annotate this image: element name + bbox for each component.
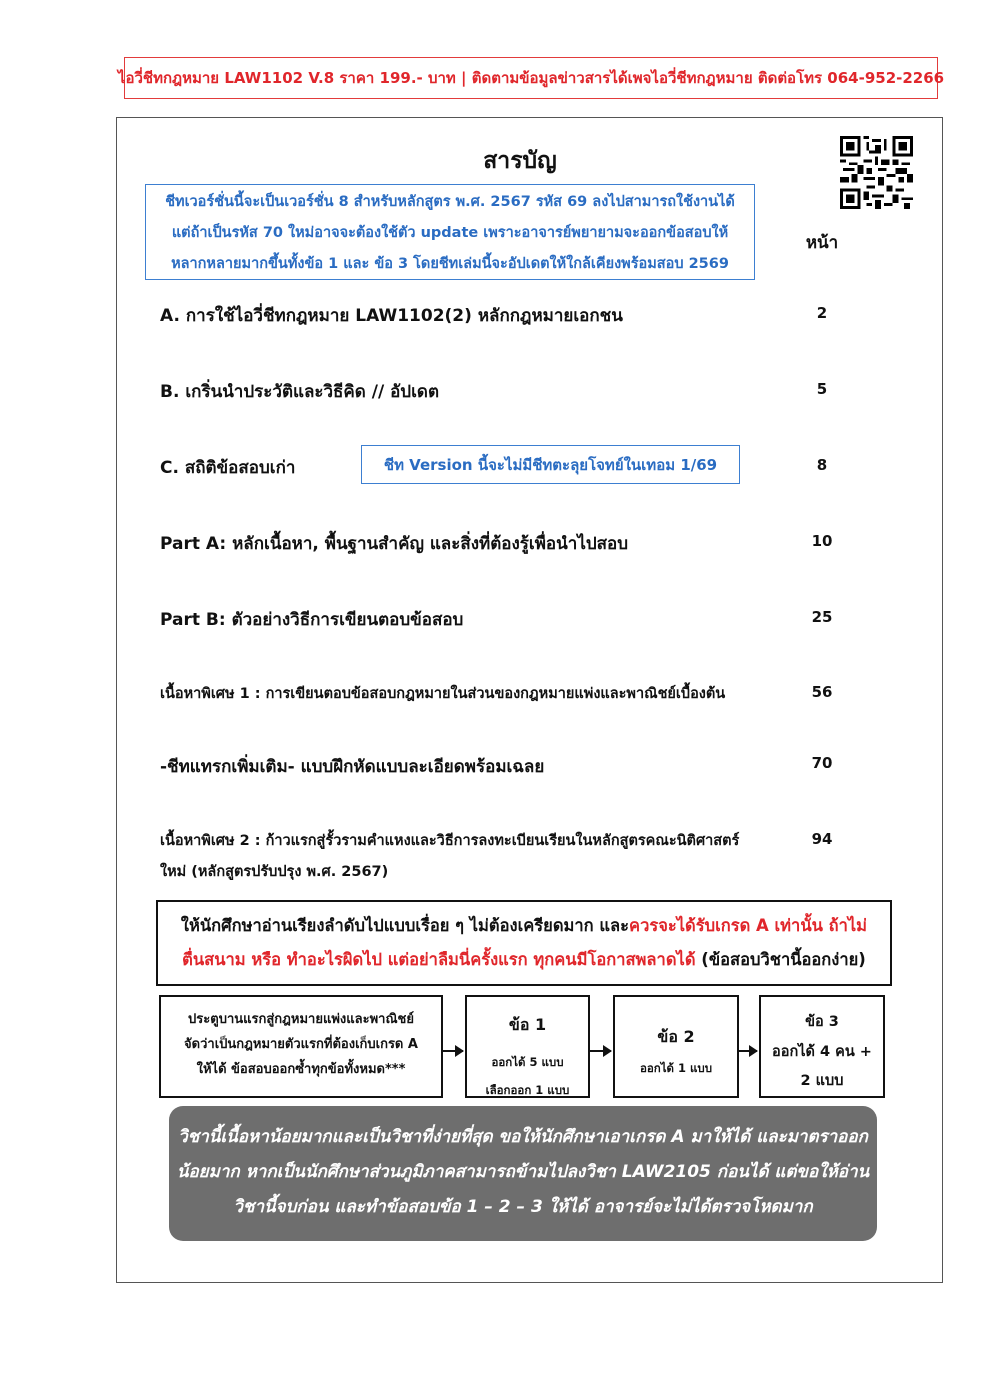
flow-arrow: [739, 1050, 757, 1052]
advice-text: ให้นักศึกษาอ่านเรียงลำดับไปแบบเรื่อย ๆ ไม่ต้องเครียดมาก และ: [180, 916, 630, 935]
flow-intro-line: ให้ได้ ข้อสอบออกซ้ำทุกข้อทั้งหมด***: [196, 1062, 406, 1077]
toc-page-special-2: 94: [811, 830, 833, 848]
footer-note: [169, 1106, 877, 1241]
flow-question-3-line: ข้อ 3: [805, 1014, 839, 1030]
toc-item-part-b: Part B: ตัวอย่างวิธีการเขียนตอบข้อสอบ: [160, 610, 464, 630]
toc-item-b: B. เกริ่นนำประวัติและวิธีคิด // อัปเดต: [160, 382, 439, 402]
advice-red-text: ตื่นสนาม หรือ ทำอะไรผิดไป แต่อย่าลืมนี่ครั้งแรก ทุกคนมีโอกาสพลาดได้: [182, 950, 696, 969]
flow-question-1-box: [465, 995, 590, 1098]
advice-line-2: [158, 943, 890, 977]
page-title: สารบัญ: [483, 148, 557, 174]
flow-question-3-line: 2 แบบ: [800, 1073, 844, 1089]
toc-page-extra-sheet: 70: [811, 754, 833, 772]
info-line: หลากหลายมากขึ้นทั้งข้อ 1 และ ข้อ 3 โดยชีทเล่มนี้จะอัปเดตให้ใกล้เคียงพร้อมสอบ 2569: [171, 256, 729, 272]
advice-box: [156, 900, 892, 986]
flow-question-2-box: [613, 995, 739, 1098]
toc-page-special-1: 56: [811, 683, 833, 701]
toc-page-a: 2: [816, 304, 828, 322]
info-line: ชีทเวอร์ชั่นนี้จะเป็นเวอร์ชั่น 8 สำหรับหลักสูตร พ.ศ. 2567 รหัส 69 ลงไปสามารถใช้งานได้: [165, 194, 735, 210]
advice-text: (ข้อสอบวิชานี้ออกง่าย): [695, 950, 866, 969]
toc-page-c: 8: [816, 456, 828, 474]
version-info-box: [145, 184, 755, 280]
toc-page-b: 5: [816, 380, 828, 398]
toc-item-a: A. การใช้ไอวี่ชีทกฎหมาย LAW1102(2) หลักกฎหมายเอกชน: [160, 306, 623, 326]
toc-item-extra-sheet: -ชีทแทรกเพิ่มเติม- แบบฝึกหัดแบบละเอียดพร้อมเฉลย: [160, 757, 545, 777]
flow-question-3-line: ออกได้ 4 คน +: [772, 1044, 872, 1060]
flow-question-1-title: ข้อ 1: [508, 1015, 547, 1034]
flow-question-1-sub: เลือกออก 1 แบบ: [485, 1083, 570, 1097]
flow-question-1-sub: ออกได้ 5 แบบ: [491, 1055, 564, 1069]
page-column-header: หน้า: [805, 233, 839, 253]
flow-arrow: [590, 1050, 611, 1052]
flow-arrow: [443, 1050, 463, 1052]
toc-item-special-1: เนื้อหาพิเศษ 1 : การเขียนตอบข้อสอบกฎหมายในส่วนของกฎหมายแพ่งและพาณิชย์เบื้องต้น: [160, 686, 726, 702]
toc-page-part-b: 25: [811, 608, 833, 626]
flow-question-2-title: ข้อ 2: [657, 1027, 695, 1046]
flow-question-3-box: [759, 995, 885, 1098]
advice-line-1: [158, 909, 890, 943]
toc-item-special-2: เนื้อหาพิเศษ 2 : ก้าวแรกสู่รั้วรามคำแหงและวิธีการลงทะเบียนเรียนในหลักสูตรคณะนิติศาสตร์: [160, 833, 740, 849]
footer-line: น้อยมาก หากเป็นนักศึกษาส่วนภูมิภาคสามารถข้ามไปลงวิชา LAW2105 ก่อนได้ แต่ขอให้อ่าน: [176, 1162, 870, 1182]
top-banner: ไอวี่ชีทกฎหมาย LAW1102 V.8 ราคา 199.- บาท | ติดตามข้อมูลข่าวสารได้เพจไอวี่ชีทกฎหมาย ติดต่อโทร 064-952-2266: [124, 57, 938, 99]
version-note: ชีท Version นี้จะไม่มีชีทตะลุยโจทย์ในเทอม 1/69: [361, 445, 740, 484]
footer-line: วิชานี้จบก่อน และทำข้อสอบข้อ 1 – 2 – 3 ให้ได้ อาจารย์จะไม่ได้ตรวจโหดมาก: [233, 1197, 813, 1217]
advice-red-text: ควรจะได้รับเกรด A เท่านั้น ถ้าไม่: [629, 916, 868, 935]
flow-intro-line: ประตูบานแรกสู่กฎหมายแพ่งและพาณิชย์: [188, 1012, 414, 1027]
toc-item-special-2-cont: ใหม่ (หลักสูตรปรับปรุง พ.ศ. 2567): [160, 864, 389, 880]
toc-item-c: C. สถิติข้อสอบเก่า: [160, 458, 296, 478]
toc-item-part-a: Part A: หลักเนื้อหา, พื้นฐานสำคัญ และสิ่งที่ต้องรู้เพื่อนำไปสอบ: [160, 534, 629, 554]
info-line: แต่ถ้าเป็นรหัส 70 ใหม่อาจจะต้องใช้ตัว update เพราะอาจารย์พยายามจะออกข้อสอบให้: [171, 225, 729, 241]
qr-code: [840, 136, 913, 209]
flow-question-2-sub: ออกได้ 1 แบบ: [639, 1061, 713, 1075]
flow-intro-box: [159, 995, 443, 1098]
footer-line: วิชานี้เนื้อหาน้อยมากและเป็นวิชาที่ง่ายที่สุด ขอให้นักศึกษาเอาเกรด A มาให้ได้ และมาตราออก: [178, 1127, 868, 1147]
toc-page-part-a: 10: [811, 532, 833, 550]
flow-intro-line: จัดว่าเป็นกฎหมายตัวแรกที่ต้องเก็บเกรด A: [184, 1037, 418, 1052]
